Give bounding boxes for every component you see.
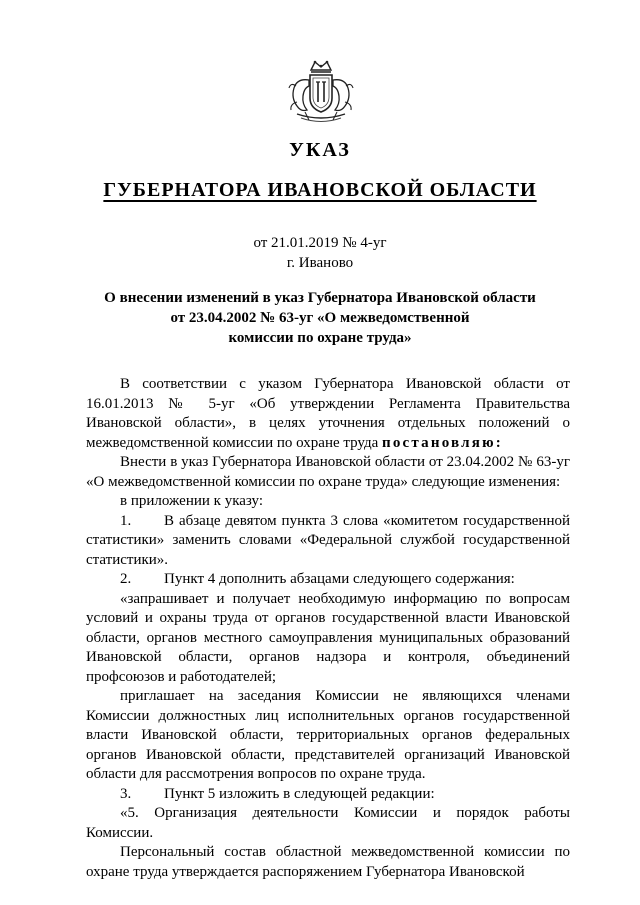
paragraph-appendix: в приложении к указу: bbox=[120, 493, 263, 509]
decree-word: постановляю: bbox=[382, 434, 503, 451]
paragraph-amend-intro: Внести в указ Губернатора Ивановской области от 23.04.2002 № 63-уг «О межведомственной комиссии по охране труда» следующие изменения: bbox=[86, 454, 570, 490]
paragraph-section-5: «5. Организация деятельности Комиссии и порядок работы Комиссии. bbox=[86, 805, 570, 841]
paragraph-composition: Персональный состав областной межведомственной комиссии по охране труда утверждается распоряжением Губернатора Ивановской bbox=[86, 844, 570, 880]
heading-line-3: комиссии по охране труда» bbox=[228, 330, 412, 346]
item-number: 1. bbox=[120, 512, 132, 529]
document-heading bbox=[80, 288, 560, 348]
document-body bbox=[86, 375, 570, 882]
list-item-2 bbox=[86, 570, 570, 590]
heading-line-2: от 23.04.2002 № 63-уг «О межведомственной bbox=[170, 310, 470, 326]
item-text: Пункт 5 изложить в следующей редакции: bbox=[164, 785, 435, 802]
paragraph-invites: приглашает на заседания Комиссии не являющихся членами Комиссии должностных лиц исполнительных органов государственной власти Ивановской области, территориальных органов федеральных органов Ивановской области, представителей организаций Ивановской области для рассмотрения вопросов по охране труда. bbox=[86, 688, 570, 782]
item-number: 3. bbox=[120, 785, 132, 802]
list-item-3 bbox=[86, 785, 570, 805]
document-date-number: от 21.01.2019 № 4-уг bbox=[253, 235, 387, 251]
list-item-1 bbox=[86, 512, 570, 571]
item-text: Пункт 4 дополнить абзацами следующего содержания: bbox=[164, 571, 515, 587]
item-number: 2. bbox=[120, 571, 132, 587]
item-text: В абзаце девятом пункта 3 слова «комитетом государственной статистики» заменить словами «Федеральной службой государственной статистики». bbox=[86, 512, 570, 568]
issuer-title-text: ГУБЕРНАТОРА ИВАНОВСКОЙ ОБЛАСТИ bbox=[103, 179, 537, 201]
issuer-title bbox=[0, 179, 640, 202]
paragraph-preamble bbox=[86, 375, 570, 453]
document-city: г. Иваново bbox=[286, 255, 354, 271]
preamble-text: В соответствии с указом Губернатора Ивановской области от 16.01.2013 № 5-уг «Об утверждении Регламента Правительства Ивановской области», в целях уточнения отдельных положений о межведомственной комиссии по охране труда bbox=[86, 376, 570, 451]
paragraph-requests-info: «запрашивает и получает необходимую информацию по вопросам условий и охраны труда от органов государственной власти Ивановской области, органов местного самоуправления муниципальных образований Ивановской области, органов надзора и контроля, объединений профсоюзов и работодателей; bbox=[86, 590, 570, 685]
coat-of-arms-emblem-icon bbox=[285, 58, 357, 126]
heading-line-1: О внесении изменений в указ Губернатора Ивановской области bbox=[104, 290, 536, 306]
document-type-title: УКАЗ bbox=[289, 139, 351, 161]
